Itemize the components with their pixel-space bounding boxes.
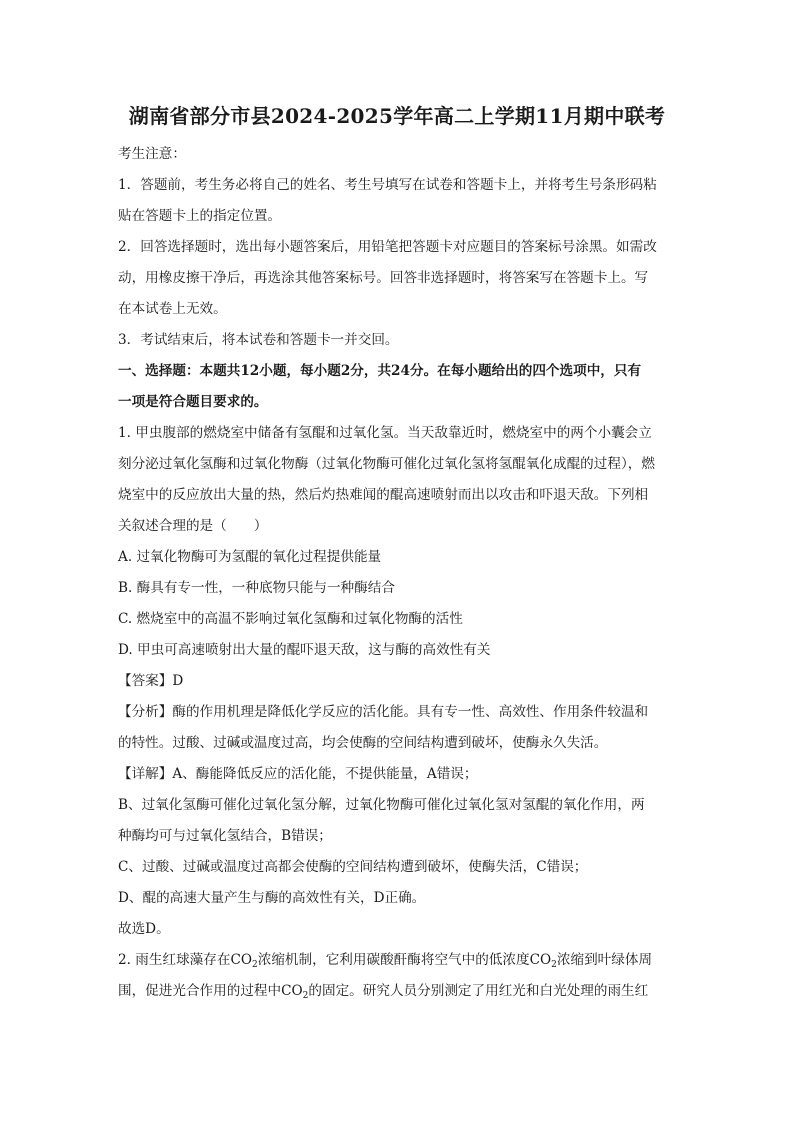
detail-line-4: C、过酸、过碱或温度过高都会使酶的空间结构遭到破坏，使酶失活，C错误； [118, 859, 588, 875]
question-2-stem-line-2 [118, 976, 676, 1007]
detail-tag: 【详解】 [118, 766, 173, 782]
detail-text-1: A、酶能降低反应的活化能，不提供能量，A错误； [172, 766, 478, 782]
detail-line-2: B、过氧化氢酶可催化过氧化氢分解，过氧化物酶可催化过氧化氢对氢醌的氧化作用，两 [118, 797, 645, 813]
answer-value: D [172, 673, 184, 689]
q2-text-d: 围，促进光合作用的过程中CO [118, 983, 303, 999]
question-1-stem-line-3: 烧室中的反应放出大量的热，然后灼热难闻的醌高速喷射而出以攻击和吓退天敌。下列相 [118, 487, 649, 503]
question-1-stem-line-1: 1. 甲虫腹部的燃烧室中储备有氢醌和过氧化氢。当天敌靠近时，燃烧室中的两个小囊会立 [118, 425, 652, 441]
notice-1-line-1: 1．答题前，考生务必将自己的姓名、考生号填写在试卷和答题卡上，并将考生号条形码粘 [118, 177, 657, 193]
detail-line-5: D、醌的高速大量产生与酶的高效性有关，D正确。 [118, 890, 426, 906]
notice-2-line-3: 在本试卷上无效。 [118, 301, 227, 317]
answer-tag: 【答案】 [118, 673, 173, 689]
notice-2-line-1: 2．回答选择题时，选出每小题答案后，用铅笔把答题卡对应题目的答案标号涂黑。如需改 [118, 239, 657, 255]
q2-text-a: 2. 雨生红球藻存在CO [118, 952, 252, 968]
question-1-stem-line-4: 关叙述合理的是（ ） [118, 518, 268, 534]
notice-2-line-2: 动，用橡皮擦干净后，再选涂其他答案标号。回答非选择题时，将答案写在答题卡上。写 [118, 270, 649, 286]
answer-line [118, 666, 676, 697]
page-title: 湖南省部分市县2024-2025学年高二上学期11月期中联考 [128, 104, 666, 128]
notice-1-line-2: 贴在答题卡上的指定位置。 [118, 208, 282, 224]
notice-3-line-1: 3．考试结束后，将本试卷和答题卡一并交回。 [118, 332, 399, 348]
q2-subscript-2: 2 [551, 960, 557, 970]
analysis-text-1: 酶的作用机理是降低化学反应的活化能。具有专一性、高效性、作用条件较温和 [172, 704, 649, 720]
option-a: A. 过氧化物酶可为氢醌的氧化过程提供能量 [118, 549, 382, 565]
detail-line-3: 种酶均可与过氧化氢结合，B错误； [118, 828, 332, 844]
option-c: C. 燃烧室中的高温不影响过氧化氢酶和过氧化物酶的活性 [118, 611, 463, 627]
section-heading-line-2: 一项是符合题目要求的。 [118, 394, 268, 410]
q2-text-c: 浓缩到叶绿体周 [556, 952, 653, 968]
q2-subscript-1: 2 [252, 960, 258, 970]
analysis-tag: 【分析】 [118, 704, 173, 720]
q2-text-e: 的固定。研究人员分别测定了用红光和白光处理的雨生红 [308, 983, 649, 999]
q2-subscript-3: 2 [302, 991, 309, 1001]
option-d: D. 甲虫可高速喷射出大量的醌吓退天敌，这与酶的高效性有关 [118, 642, 491, 658]
detail-line-1 [118, 759, 676, 790]
q2-text-b: 浓缩机制，它利用碳酸酐酶将空气中的低浓度CO [257, 952, 552, 968]
conclusion-line: 故选D。 [118, 921, 170, 937]
option-b: B. 酶具有专一性，一种底物只能与一种酶结合 [118, 580, 395, 596]
section-heading-line-1: 一、选择题：本题共12小题，每小题2分，共24分。在每小题给出的四个选项中，只有 [118, 363, 642, 379]
question-1-stem-line-2: 刻分泌过氧化氢酶和过氧化物酶（过氧化物酶可催化过氧化氢将氢醌氧化成醌的过程），燃 [118, 456, 655, 472]
analysis-line-1 [118, 697, 676, 728]
analysis-line-2: 的特性。过酸、过碱或温度过高，均会使酶的空间结构遭到破坏，使酶永久失活。 [118, 735, 608, 751]
notice-heading: 考生注意： [118, 146, 186, 162]
question-2-stem-line-1 [118, 945, 676, 976]
